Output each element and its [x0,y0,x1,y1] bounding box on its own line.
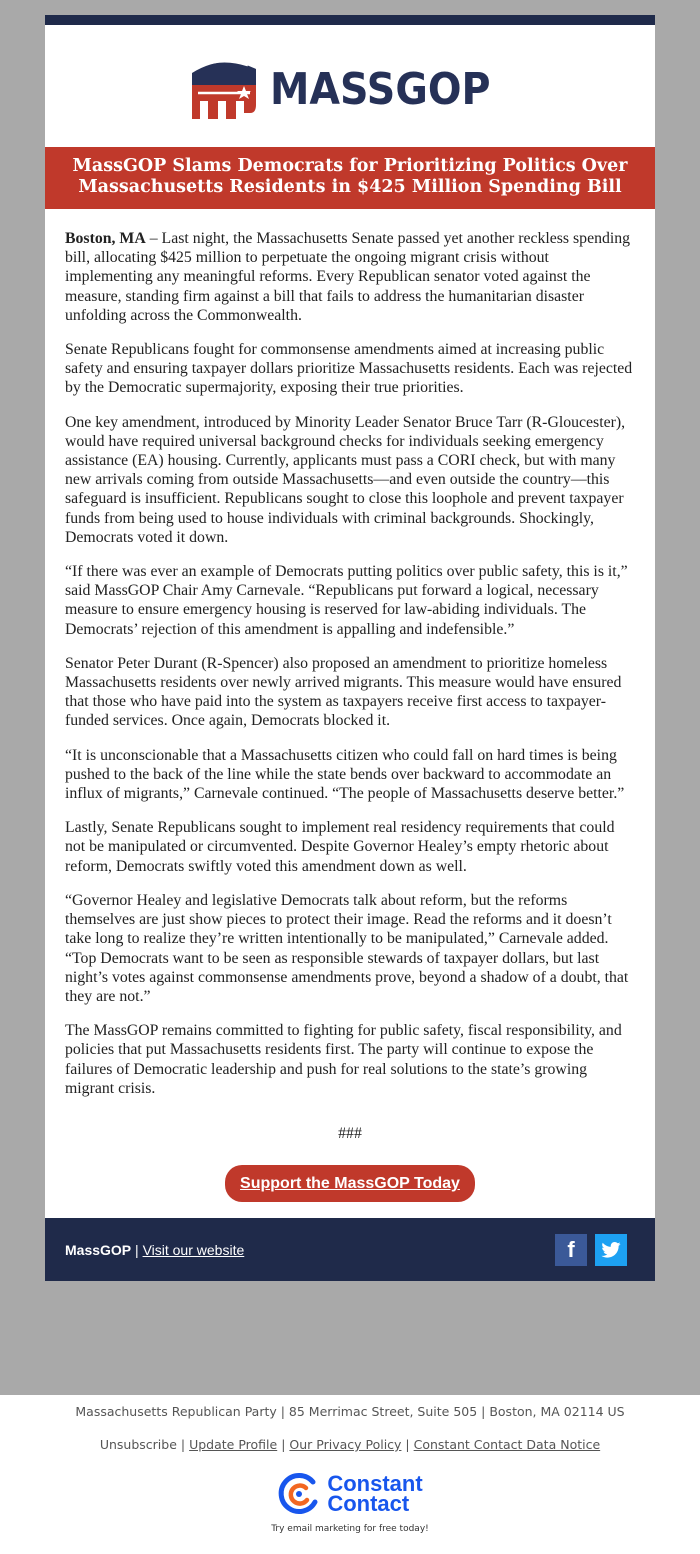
headline-banner: MassGOP Slams Democrats for Prioritizing Politics Over Massachusetts Residents in $425 Million Spending Bill [45,147,655,209]
constant-contact-logo[interactable] [0,1472,700,1516]
paragraph-8: “Governor Healey and legislative Democrats talk about reform, but the reforms themselves are just show pieces to protect their image. Read the reforms and it doesn’t take long to realize they’re written intentionally to be manipulated,” Carnevale added. “Top Democrats want to be seen as responsible stewards of taxpayer dollars, but last night’s votes against commonsense amendments prove, beyond a shadow of a doubt, that they are not.” [65,891,629,1005]
footer-text: MassGOP | Visit our website [65,1241,245,1258]
facebook-button[interactable] [555,1234,587,1266]
paragraph-2: Senate Republicans fought for commonsense amendments aimed at increasing public safety and ensuring taxpayer dollars prioritize Massachusetts residents. Each was rejected by the Democratic supermajority, exposing their true priorities. [65,341,633,397]
data-notice-link[interactable]: Constant Contact Data Notice [413,1437,601,1452]
email-footer [45,1218,655,1281]
constant-contact-wordmark: Constant Contact [327,1471,423,1516]
sender-footer [0,1404,700,1534]
logo-wordmark: MASSGOP [270,63,491,115]
paragraph-6: “It is unconscionable that a Massachusetts citizen who could fall on hard times is being pushed to the back of the line while the state bends over backward to accommodate an influx of migrants,” Carnevale continued. “The people of Massachusetts deserve better.” [65,746,625,803]
visit-website-link[interactable]: Visit our website [142,1241,245,1258]
twitter-button[interactable] [595,1234,627,1266]
social-links [555,1234,627,1266]
email-card [45,15,655,1281]
sender-address: Massachusetts Republican Party | 85 Merrimac Street, Suite 505 | Boston, MA 02114 US [75,1404,625,1419]
facebook-icon: f [567,1236,575,1262]
privacy-policy-link[interactable]: Our Privacy Policy [289,1437,402,1452]
twitter-icon [601,1242,621,1258]
masthead [45,25,655,147]
preference-links: Unsubscribe | Update Profile | Our Privacy Policy | Constant Contact Data Notice [99,1437,601,1452]
constant-contact-tagline: Try email marketing for free today! [271,1524,429,1534]
unsubscribe-link[interactable]: Unsubscribe [99,1437,177,1452]
update-profile-link[interactable]: Update Profile [189,1437,278,1452]
constant-contact-mark-icon [277,1472,321,1516]
paragraph-7: Lastly, Senate Republicans sought to implement real residency requirements that could not be manipulated or circumvented. Despite Governor Healey’s empty rhetoric about reform, Democrats swiftly voted this amendment down as well. [65,819,615,875]
paragraph-3: One key amendment, introduced by Minority Leader Senator Bruce Tarr (R-Gloucester), would have required universal background checks for individuals seeking emergency assistance (EA) housing. Currently, applicants must pass a CORI check, but with many new arrivals coming from outside Massachusetts—and even outside the country—this safeguard is insufficient. Republicans sought to close this loophole and prevent taxpayer funds from being used to house individuals with criminal backgrounds. Shockingly, Democrats voted it down. [65,413,626,546]
paragraph-1: Boston, MA – Last night, the Massachusetts Senate passed yet another reckless spending bill, allocating $425 million to perpetuate the ongoing migrant crisis without implementing any meaningful reforms. Every Republican senator voted against the measure, standing firm against a bill that fails to address the humanitarian disaster unfolding across the Commonwealth. [65,230,631,324]
end-mark: ### [338,1124,362,1142]
support-button[interactable]: Support the MassGOP Today [225,1165,475,1202]
paragraph-9: The MassGOP remains committed to fighting for public safety, fiscal responsibility, and policies that put Massachusetts residents first. The party will continue to expose the failures of Democratic leadership and push for real solutions to the state’s growing migrant crisis. [65,1022,622,1097]
paragraph-5: Senator Peter Durant (R-Spencer) also proposed an amendment to prioritize homeless Massachusetts residents over newly arrived migrants. This measure would have ensured that those who have paid into the system as taxpayers receive first access to taxpayer-funded services. Once again, Democrats blocked it. [65,654,622,730]
elephant-logo-icon [184,55,264,123]
article-body [45,209,655,1218]
dateline: Boston, MA [65,230,146,247]
paragraph-4: “If there was ever an example of Democrats putting politics over public safety, this is it,” said MassGOP Chair Amy Carnevale. “Republicans put forward a logical, necessary measure to ensure emergency housing is reserved for law-abiding individuals. The Democrats’ rejection of this amendment is appalling and indefensible.” [65,563,628,638]
footer-org: MassGOP [65,1241,132,1258]
cta-container [65,1165,635,1218]
